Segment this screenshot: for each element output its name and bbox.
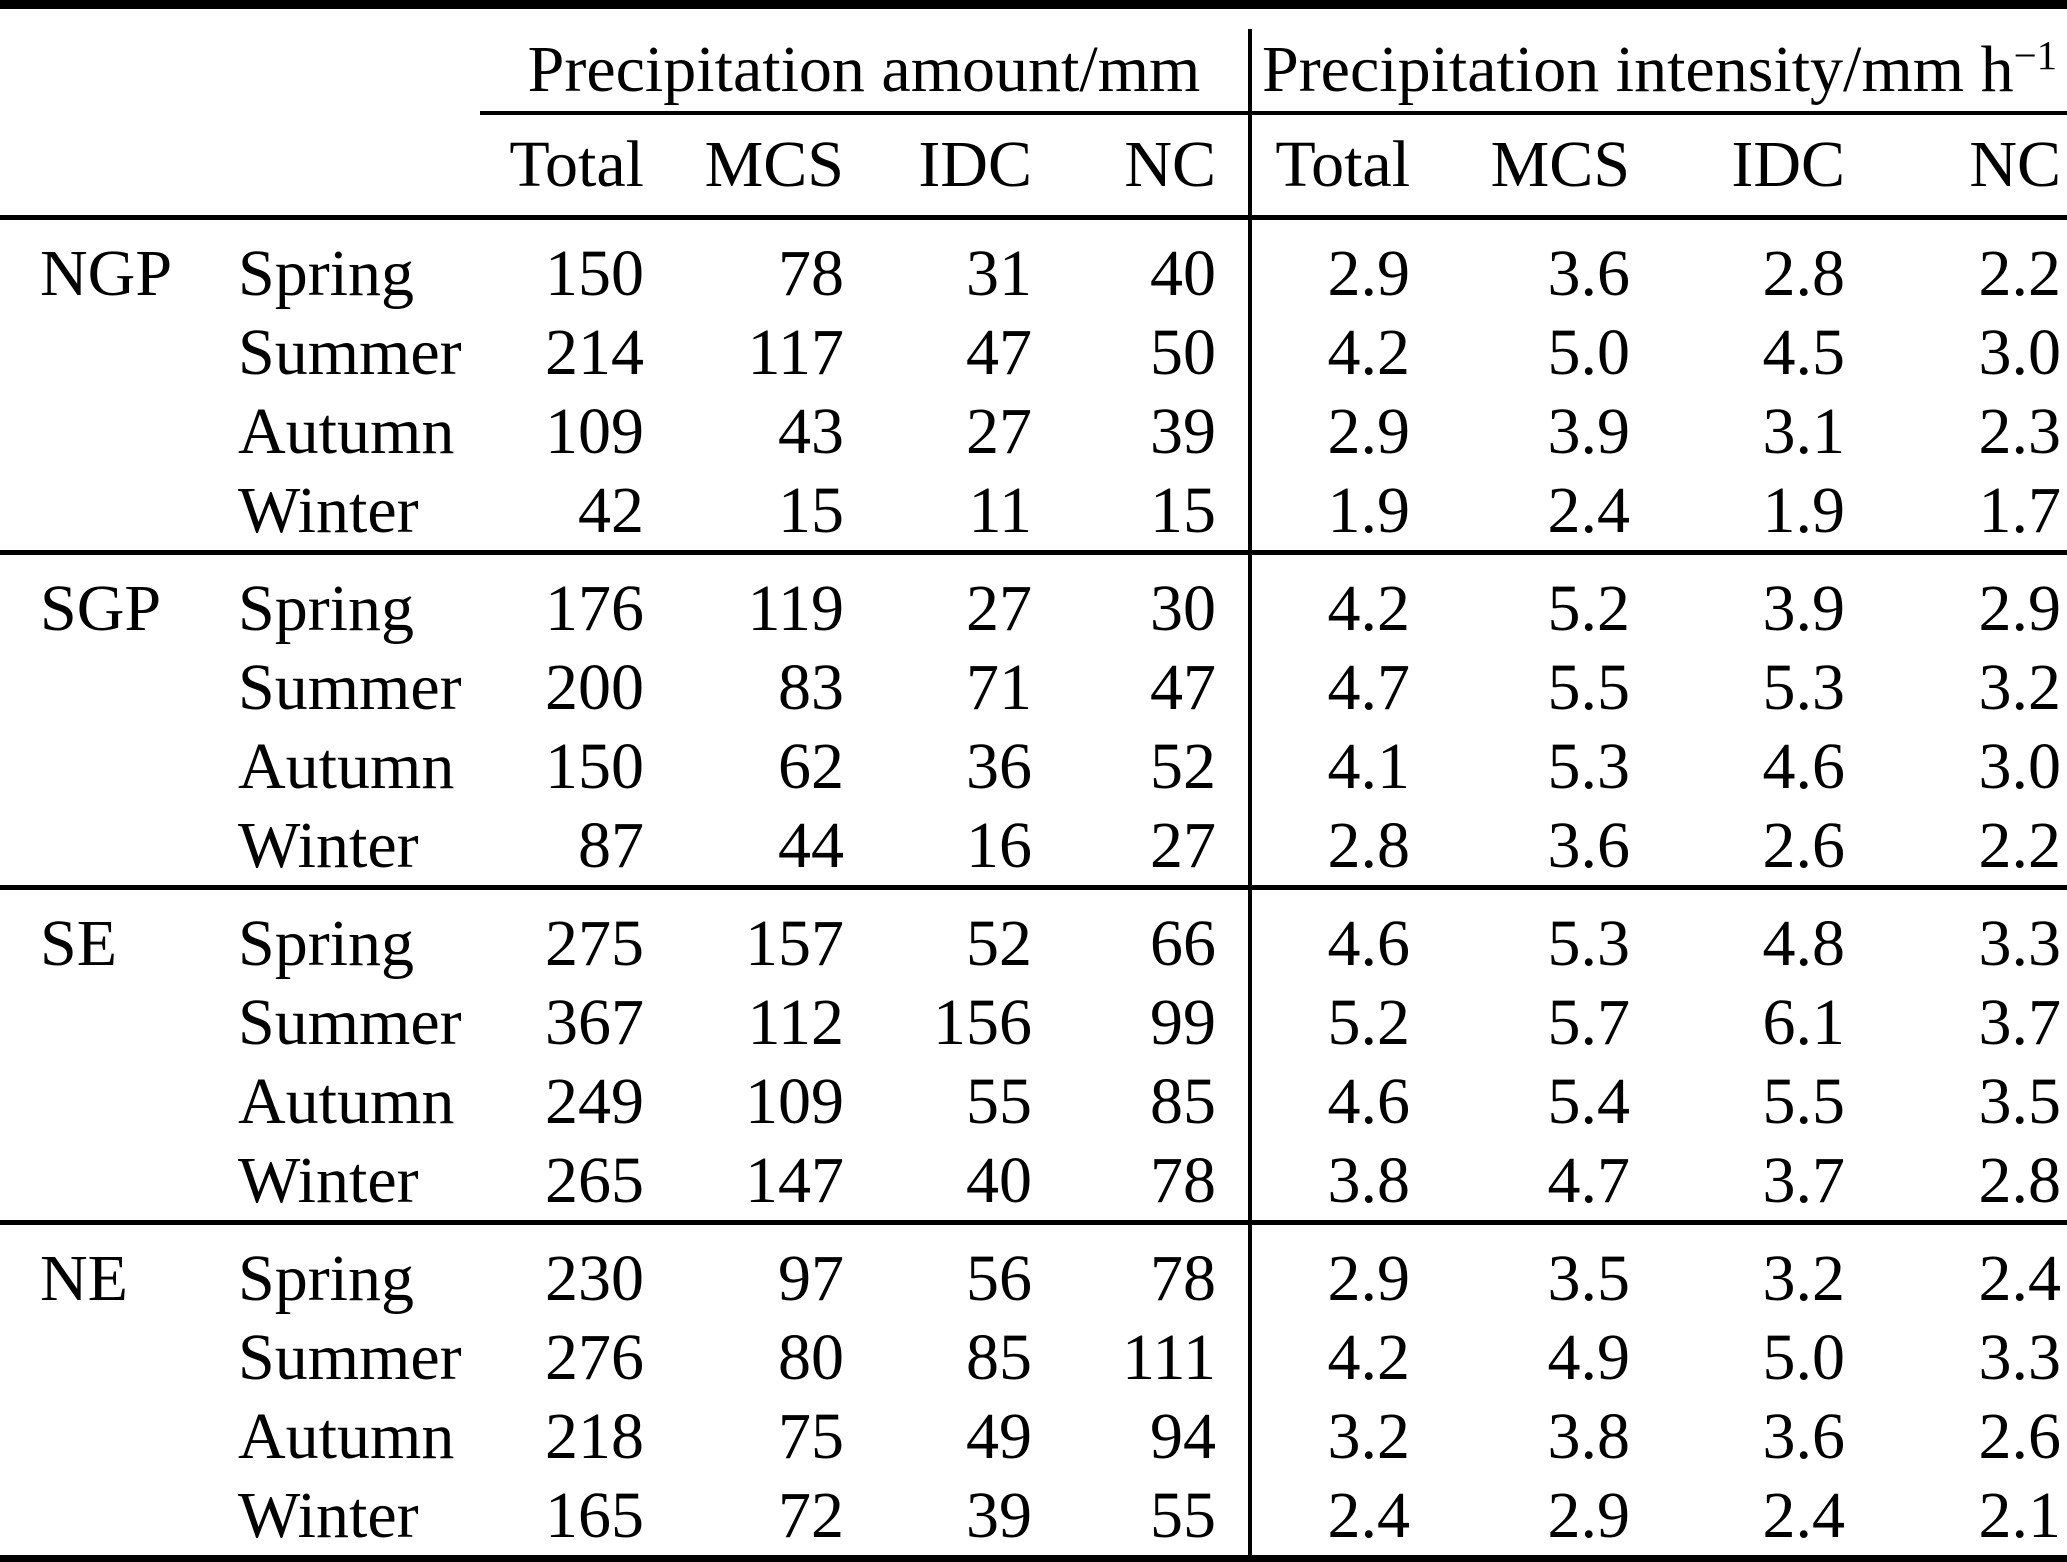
- amount-mcs-cell: 62: [778, 729, 844, 803]
- amount-idc-cell: 27: [966, 394, 1032, 468]
- amount-nc-cell: 40: [1150, 236, 1217, 310]
- region-cell: [0, 471, 210, 553]
- amount-nc-cell: 78: [1150, 1241, 1217, 1315]
- intensity-mcs-cell: 5.7: [1547, 985, 1631, 1059]
- intensity-total-cell: 2.8: [1250, 806, 1430, 888]
- amount-mcs-cell: 15: [650, 471, 850, 553]
- amount-nc-cell: 66: [1150, 906, 1217, 980]
- season-cell: Spring: [238, 571, 415, 645]
- amount-idc-header: IDC: [850, 113, 1040, 218]
- intensity-idc-cell: 3.1: [1762, 394, 1846, 468]
- intensity-nc-cell: 3.0: [1978, 729, 2062, 803]
- intensity-nc-cell: 3.5: [1978, 1064, 2062, 1138]
- intensity-mcs-header: MCS: [1430, 113, 1650, 218]
- amount-nc-cell: 85: [1150, 1064, 1217, 1138]
- amount-idc-cell: 71: [966, 650, 1032, 724]
- region-cell: [0, 1318, 210, 1397]
- intensity-nc-cell: 1.7: [1865, 471, 2067, 553]
- table-row: [0, 218, 2067, 314]
- amount-total-cell: 150: [545, 236, 644, 310]
- precipitation-table: [0, 29, 2067, 1562]
- intensity-nc-cell: 3.3: [1978, 1320, 2062, 1394]
- intensity-idc-cell: 4.8: [1762, 906, 1846, 980]
- amount-total-cell: 214: [545, 315, 644, 389]
- intensity-nc-header: NC: [1865, 113, 2067, 218]
- amount-total-cell: 230: [545, 1241, 644, 1315]
- amount-total-header: Total: [480, 113, 650, 218]
- intensity-idc-cell: 6.1: [1762, 985, 1846, 1059]
- intensity-mcs-cell: 3.9: [1547, 394, 1631, 468]
- amount-idc-cell: 36: [966, 729, 1032, 803]
- season-cell: Spring: [238, 1241, 415, 1315]
- season-cell: Spring: [238, 236, 415, 310]
- amount-nc-header: NC: [1040, 113, 1250, 218]
- intensity-nc-cell: 2.3: [1978, 394, 2062, 468]
- region-column-header: [0, 113, 210, 218]
- amount-idc-cell: 55: [966, 1064, 1032, 1138]
- amount-mcs-cell: 97: [778, 1241, 844, 1315]
- amount-mcs-cell: 72: [650, 1476, 850, 1560]
- season-cell: Winter: [210, 471, 480, 553]
- intensity-nc-cell: 2.2: [1865, 806, 2067, 888]
- season-cell: Autumn: [238, 729, 455, 803]
- region-cell: [0, 806, 210, 888]
- intensity-total-cell: 1.9: [1250, 471, 1430, 553]
- amount-idc-cell: 31: [966, 236, 1032, 310]
- intensity-idc-cell: 3.6: [1762, 1399, 1846, 1473]
- region-cell: [0, 313, 210, 392]
- intensity-nc-cell: 3.0: [1978, 315, 2062, 389]
- table-row: [0, 1318, 2067, 1397]
- intensity-nc-cell: 2.4: [1978, 1241, 2062, 1315]
- amount-total-cell: 176: [545, 571, 644, 645]
- intensity-total-cell: 4.2: [1250, 553, 1430, 649]
- region-cell: [0, 983, 210, 1062]
- season-cell: Autumn: [238, 1399, 455, 1473]
- amount-nc-cell: 15: [1040, 471, 1250, 553]
- table-row: [0, 648, 2067, 727]
- region-cell: [0, 1141, 210, 1223]
- intensity-total-header: Total: [1250, 113, 1430, 218]
- amount-total-cell: 276: [545, 1320, 644, 1394]
- amount-idc-cell: 16: [850, 806, 1040, 888]
- table-row: [0, 1476, 2067, 1560]
- amount-idc-cell: 27: [966, 571, 1032, 645]
- amount-nc-cell: 27: [1040, 806, 1250, 888]
- intensity-mcs-cell: 3.6: [1430, 806, 1650, 888]
- region-cell: [0, 1476, 210, 1560]
- season-cell: Summer: [238, 985, 462, 1059]
- amount-mcs-cell: 80: [778, 1320, 844, 1394]
- amount-idc-cell: 156: [933, 985, 1032, 1059]
- season-column-header: [210, 113, 480, 218]
- region-cell: [0, 1062, 210, 1141]
- season-cell: Autumn: [238, 1064, 455, 1138]
- amount-nc-cell: 55: [1040, 1476, 1250, 1560]
- amount-total-cell: 265: [480, 1141, 650, 1223]
- amount-nc-cell: 94: [1150, 1399, 1217, 1473]
- table-row: [0, 1141, 2067, 1223]
- season-cell: Summer: [238, 650, 462, 724]
- table-top-rule: [0, 0, 2067, 9]
- amount-idc-cell: 47: [966, 315, 1032, 389]
- intensity-total-cell: 2.9: [1250, 1223, 1430, 1319]
- intensity-idc-cell: 3.2: [1762, 1241, 1846, 1315]
- region-cell: SGP: [40, 571, 162, 645]
- amount-total-cell: 218: [545, 1399, 644, 1473]
- amount-nc-cell: 78: [1040, 1141, 1250, 1223]
- amount-nc-cell: 47: [1150, 650, 1217, 724]
- amount-mcs-cell: 157: [745, 906, 844, 980]
- amount-nc-cell: 39: [1150, 394, 1217, 468]
- intensity-nc-cell: 2.8: [1865, 1141, 2067, 1223]
- table-row: [0, 806, 2067, 888]
- intensity-mcs-cell: 4.7: [1430, 1141, 1650, 1223]
- intensity-total-cell: 2.4: [1250, 1476, 1430, 1560]
- season-cell: Winter: [210, 1141, 480, 1223]
- amount-mcs-cell: 83: [778, 650, 844, 724]
- amount-total-cell: 109: [545, 394, 644, 468]
- amount-mcs-cell: 43: [778, 394, 844, 468]
- season-cell: Winter: [210, 1476, 480, 1560]
- header-spacer: [0, 29, 480, 113]
- intensity-nc-cell: 2.2: [1978, 236, 2062, 310]
- intensity-total-cell: 4.2: [1250, 1318, 1430, 1397]
- amount-idc-cell: 49: [966, 1399, 1032, 1473]
- intensity-idc-cell: 5.5: [1762, 1064, 1846, 1138]
- amount-idc-cell: 39: [850, 1476, 1040, 1560]
- column-group-intensity: [1250, 29, 2067, 113]
- amount-nc-cell: 99: [1150, 985, 1217, 1059]
- intensity-total-cell: 4.6: [1250, 888, 1430, 984]
- intensity-total-cell: 4.1: [1250, 727, 1430, 806]
- amount-idc-cell: 11: [850, 471, 1040, 553]
- table-row: [0, 727, 2067, 806]
- column-group-amount: Precipitation amount/mm: [480, 29, 1250, 113]
- season-cell: Spring: [238, 906, 415, 980]
- region-cell: NGP: [40, 236, 173, 310]
- intensity-idc-cell: 3.9: [1762, 571, 1846, 645]
- intensity-mcs-cell: 2.9: [1430, 1476, 1650, 1560]
- amount-nc-cell: 30: [1150, 571, 1217, 645]
- amount-mcs-cell: 109: [745, 1064, 844, 1138]
- amount-total-cell: 150: [545, 729, 644, 803]
- amount-total-cell: 87: [480, 806, 650, 888]
- amount-mcs-cell: 119: [747, 571, 844, 645]
- intensity-nc-cell: 2.1: [1865, 1476, 2067, 1560]
- intensity-total-cell: 4.7: [1250, 648, 1430, 727]
- region-cell: [0, 1397, 210, 1476]
- amount-total-cell: 367: [545, 985, 644, 1059]
- amount-total-cell: 200: [545, 650, 644, 724]
- region-cell: [0, 392, 210, 471]
- intensity-unit-exponent: −1: [2013, 32, 2058, 78]
- intensity-idc-cell: 2.6: [1650, 806, 1865, 888]
- intensity-mcs-cell: 4.9: [1547, 1320, 1631, 1394]
- amount-total-cell: 249: [545, 1064, 644, 1138]
- amount-total-cell: 165: [480, 1476, 650, 1560]
- intensity-mcs-cell: 3.8: [1547, 1399, 1631, 1473]
- amount-mcs-cell: 117: [747, 315, 844, 389]
- intensity-idc-cell: 3.7: [1650, 1141, 1865, 1223]
- table-row: [0, 553, 2067, 649]
- intensity-total-cell: 2.9: [1250, 392, 1430, 471]
- amount-mcs-cell: 44: [650, 806, 850, 888]
- intensity-total-cell: 4.6: [1250, 1062, 1430, 1141]
- amount-idc-cell: 56: [966, 1241, 1032, 1315]
- amount-mcs-cell: 147: [650, 1141, 850, 1223]
- intensity-total-cell: 3.8: [1250, 1141, 1430, 1223]
- intensity-mcs-cell: 2.4: [1430, 471, 1650, 553]
- amount-nc-cell: 50: [1150, 315, 1217, 389]
- intensity-idc-cell: 2.4: [1650, 1476, 1865, 1560]
- intensity-mcs-cell: 5.5: [1547, 650, 1631, 724]
- intensity-total-cell: 5.2: [1250, 983, 1430, 1062]
- intensity-nc-cell: 3.2: [1978, 650, 2062, 724]
- region-cell: [0, 727, 210, 806]
- intensity-mcs-cell: 5.0: [1547, 315, 1631, 389]
- intensity-idc-header: IDC: [1650, 113, 1865, 218]
- table-row: [0, 983, 2067, 1062]
- table-row: [0, 313, 2067, 392]
- amount-mcs-cell: 78: [778, 236, 844, 310]
- table-row: [0, 392, 2067, 471]
- intensity-mcs-cell: 5.2: [1547, 571, 1631, 645]
- intensity-nc-cell: 3.7: [1978, 985, 2062, 1059]
- region-cell: NE: [40, 1241, 128, 1315]
- amount-idc-cell: 85: [966, 1320, 1032, 1394]
- intensity-total-cell: 3.2: [1250, 1397, 1430, 1476]
- intensity-total-cell: 4.2: [1250, 313, 1430, 392]
- table-row: [0, 1397, 2067, 1476]
- intensity-nc-cell: 3.3: [1978, 906, 2062, 980]
- season-cell: Winter: [210, 806, 480, 888]
- season-cell: Summer: [238, 315, 462, 389]
- column-group-header-row: [0, 29, 2067, 113]
- intensity-idc-cell: 4.5: [1762, 315, 1846, 389]
- season-cell: Summer: [238, 1320, 462, 1394]
- intensity-group-label: Precipitation intensity/mm h: [1261, 33, 2014, 106]
- intensity-idc-cell: 2.8: [1762, 236, 1846, 310]
- amount-nc-cell: 111: [1121, 1320, 1217, 1394]
- intensity-mcs-cell: 3.6: [1547, 236, 1631, 310]
- table-row: [0, 1062, 2067, 1141]
- intensity-mcs-cell: 3.5: [1547, 1241, 1631, 1315]
- region-cell: SE: [40, 906, 118, 980]
- region-cell: [0, 648, 210, 727]
- amount-mcs-cell: 75: [778, 1399, 844, 1473]
- intensity-idc-cell: 5.0: [1762, 1320, 1846, 1394]
- intensity-idc-cell: 4.6: [1762, 729, 1846, 803]
- intensity-nc-cell: 2.6: [1978, 1399, 2062, 1473]
- amount-total-cell: 275: [545, 906, 644, 980]
- intensity-nc-cell: 2.9: [1978, 571, 2062, 645]
- amount-nc-cell: 52: [1150, 729, 1217, 803]
- amount-mcs-header: MCS: [650, 113, 850, 218]
- amount-mcs-cell: 112: [747, 985, 844, 1059]
- table-row: [0, 888, 2067, 984]
- intensity-total-cell: 2.9: [1250, 218, 1430, 314]
- sub-header-row: [0, 113, 2067, 218]
- intensity-idc-cell: 1.9: [1650, 471, 1865, 553]
- intensity-mcs-cell: 5.3: [1547, 729, 1631, 803]
- table-row: [0, 1223, 2067, 1319]
- amount-idc-cell: 40: [850, 1141, 1040, 1223]
- amount-idc-cell: 52: [966, 906, 1032, 980]
- amount-total-cell: 42: [480, 471, 650, 553]
- intensity-idc-cell: 5.3: [1762, 650, 1846, 724]
- intensity-mcs-cell: 5.4: [1547, 1064, 1631, 1138]
- intensity-mcs-cell: 5.3: [1547, 906, 1631, 980]
- table-row: [0, 471, 2067, 553]
- season-cell: Autumn: [238, 394, 455, 468]
